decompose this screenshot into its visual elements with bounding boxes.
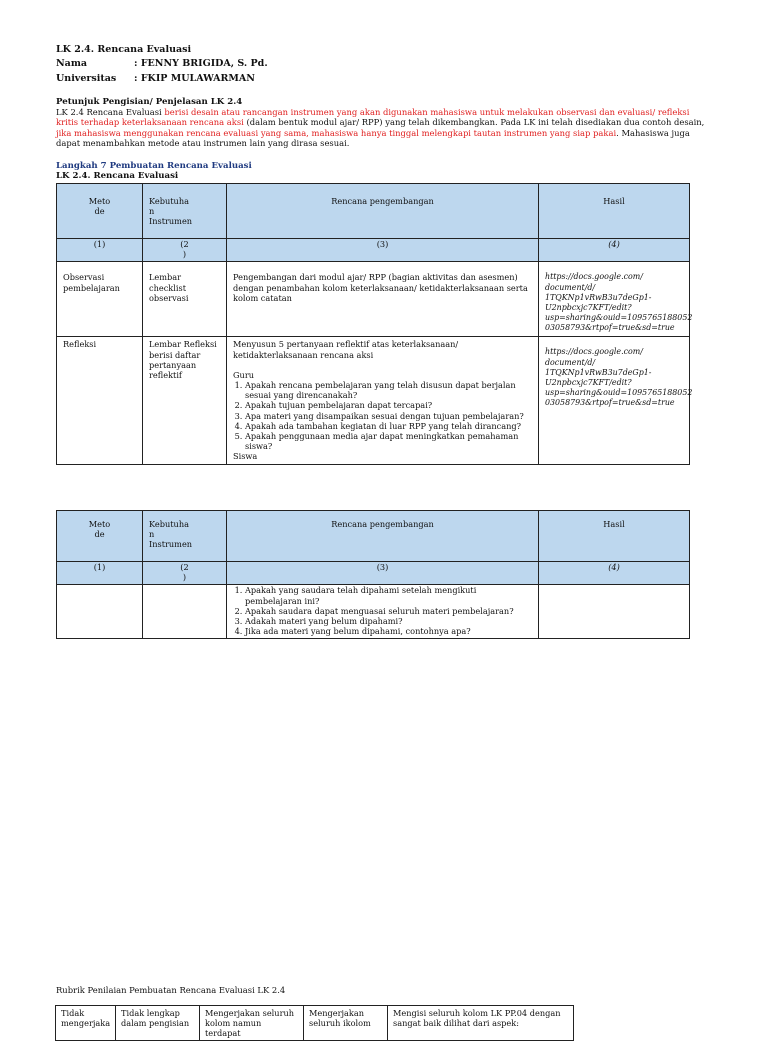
header-metode: Meto de [57, 184, 143, 239]
instructions-text [56, 107, 714, 149]
lk-label: LK 2.4. Rencana Evaluasi [56, 171, 179, 181]
nama-value: : FENNY BRIGIDA, S. Pd. [134, 58, 268, 69]
instr-seg-5: . Mahasiswa juga dapat menambahkan metode atau instrumen lain yang dirasa sesuai. [56, 127, 690, 149]
document-title: LK 2.4. Rencana Evaluasi [56, 44, 192, 55]
header-hasil: Hasil [539, 184, 690, 239]
row-metode [57, 585, 143, 639]
list-item: 1. Apakah rencana pembelajaran yang telah disusun dapat berjalan sesuai yang direncanakah? [245, 380, 532, 400]
num-2: (2 ) [143, 239, 227, 262]
num-4: (4) [539, 239, 690, 262]
row-kebutuhan [143, 585, 227, 639]
table-number-row [57, 562, 690, 585]
rubric-cell-3: Mengerjakan seluruh kolom namun terdapat [200, 1006, 304, 1041]
row2-rencana [227, 337, 539, 464]
nama-line [56, 58, 268, 69]
list-item: 4. Apakah ada tambahan kegiatan di luar RPP yang telah dirancang? [245, 421, 532, 431]
row2-rencana-intro: Menyusun 5 pertanyaan reflektif atas keterlaksanaan/ ketidakterlaksanaan rencana aksi [233, 339, 459, 360]
instr-seg-4: jika mahasiswa menggunakan rencana evaluasi yang sama, mahasiswa hanya tinggal melengkapi tautan instrumen yang siap pakai [56, 127, 617, 138]
header-kebutuhan: Kebutuha n Instrumen [143, 184, 227, 239]
row1-rencana: Pengembangan dari modul ajar/ RPP (bagian aktivitas dan asesmen) dengan penambahan kolom keterlaksanaan/ ketidakterlaksanaan serta kolom catatan [227, 262, 539, 337]
list-item: 4. Jika ada materi yang belum dipahami, contohnya apa? [245, 626, 532, 636]
universitas-label: Universitas [56, 73, 117, 84]
table-number-row [57, 239, 690, 262]
num-1: (1) [57, 239, 143, 262]
row2-guru-label: Guru [233, 369, 255, 380]
list-item: 5. Apakah penggunaan media ajar dapat meningkatkan pemahaman siswa? [245, 431, 532, 451]
rubric-cell-1: Tidak mengerjaka [56, 1006, 116, 1041]
num-1: (1) [57, 562, 143, 585]
rubric-cell-4: Mengerjakan seluruh ikolom [304, 1006, 388, 1041]
header-kebutuhan: Kebutuha n Instrumen [143, 511, 227, 562]
table-header-row [57, 511, 690, 562]
rubric-cell-2: Tidak lengkap dalam pengisian [116, 1006, 200, 1041]
table-row [57, 337, 690, 464]
table-row [57, 585, 690, 639]
table-header-row [57, 184, 690, 239]
header-rencana: Rencana pengembangan [227, 184, 539, 239]
num-2: (2 ) [143, 562, 227, 585]
evaluation-table-2 [56, 510, 690, 639]
rubric-table [55, 1005, 574, 1041]
list-item: 2. Apakah tujuan pembelajaran dapat tercapai? [245, 400, 532, 410]
num-3: (3) [227, 562, 539, 585]
row2-siswa-label: Siswa [233, 451, 258, 462]
row-rencana [227, 585, 539, 639]
rubric-cell-5: Mengisi seluruh kolom LK PP.04 dengan sangat baik dilihat dari aspek: [388, 1006, 574, 1041]
table-row [57, 262, 690, 337]
header-rencana: Rencana pengembangan [227, 511, 539, 562]
header-metode: Meto de [57, 511, 143, 562]
evaluation-table-1 [56, 183, 693, 465]
instructions-title: Petunjuk Pengisian/ Penjelasan LK 2.4 [56, 97, 243, 107]
rubric-row [56, 1006, 574, 1041]
instr-seg-2: berisi desain atau rancangan instrumen yang akan digunakan mahasiswa untuk melakukan observasi dan evaluasi/ refleksi kritis terhadap keterlaksanaan rencana aksi [56, 107, 690, 128]
row2-metode: Refleksi [57, 337, 143, 464]
num-3: (3) [227, 239, 539, 262]
row1-hasil-link[interactable]: https://docs.google.com/ document/d/ 1TQKNp1vRwB3u7deGp1- U2npbcxjc7KFT/edit? usp=sharing&ouid=1095765188052 03058793&rtpof=true&sd=true [539, 262, 690, 337]
rubric-title: Rubrik Penilaian Pembuatan Rencana Evaluasi LK 2.4 [56, 985, 286, 995]
instr-seg-1: LK 2.4 Rencana Evaluasi [56, 107, 165, 117]
step-title: Langkah 7 Pembuatan Rencana Evaluasi [56, 161, 252, 171]
siswa-question-list [233, 585, 532, 636]
universitas-line [56, 73, 255, 84]
header-hasil: Hasil [539, 511, 690, 562]
row2-kebutuhan: Lembar Refleksi berisi daftar pertanyaan reflektif [143, 337, 227, 464]
list-item: 3. Adakah materi yang belum dipahami? [245, 616, 532, 626]
universitas-value: : FKIP MULAWARMAN [134, 73, 255, 84]
row2-hasil-link[interactable]: https://docs.google.com/ document/d/ 1TQKNp1vRwB3u7deGp1- U2npbcxjc7KFT/edit? usp=sharing&ouid=1095765188052 03058793&rtpof=true&sd=true [539, 337, 690, 464]
row1-kebutuhan: Lembar checklist observasi [143, 262, 227, 337]
row1-metode: Observasi pembelajaran [57, 262, 143, 337]
row-hasil [539, 585, 690, 639]
guru-question-list [233, 380, 532, 451]
list-item: 1. Apakah yang saudara telah dipahami setelah mengikuti pembelajaran ini? [245, 585, 532, 605]
nama-label: Nama [56, 58, 88, 69]
num-4: (4) [539, 562, 690, 585]
list-item: 3. Apa materi yang disampaikan sesuai dengan tujuan pembelajaran? [245, 411, 532, 421]
instr-seg-3: (dalam bentuk modul ajar/ RPP) yang telah dikembangkan. Pada LK ini telah disediakan dua contoh desain, [243, 117, 705, 128]
list-item: 2. Apakah saudara dapat menguasai seluruh materi pembelajaran? [245, 606, 532, 616]
